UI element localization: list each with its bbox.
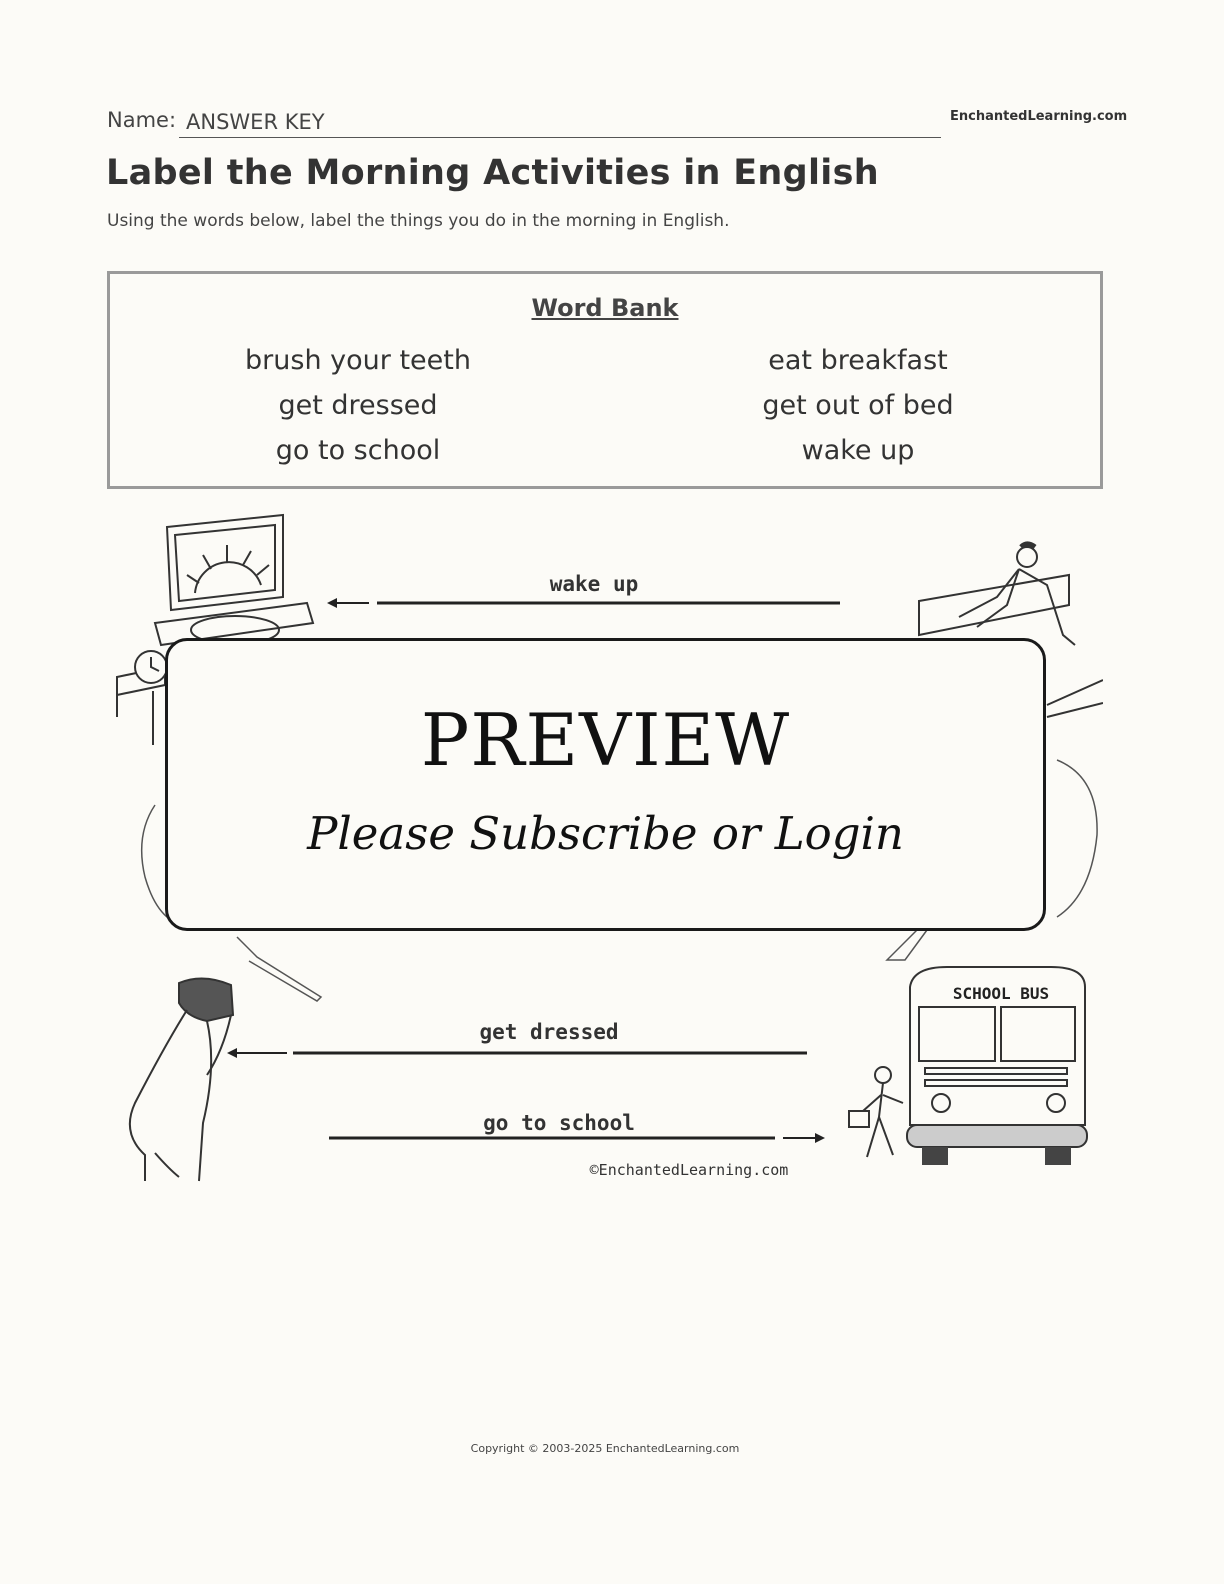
word-bank-word: get out of bed: [762, 390, 954, 421]
word-bank-word: brush your teeth: [245, 345, 471, 376]
getting-dressed-picture: [130, 978, 233, 1181]
school-bus-picture: [849, 967, 1087, 1165]
word-bank-word: wake up: [801, 435, 915, 466]
word-bank-right-column: [698, 338, 1018, 473]
preview-title: PREVIEW: [420, 698, 791, 782]
name-label: Name:: [107, 108, 177, 132]
subscribe-or-login-link[interactable]: Please Subscribe or Login: [307, 807, 904, 860]
word-bank-word: get dressed: [278, 390, 438, 421]
page-title: Label the Morning Activities in English: [106, 153, 879, 193]
preview-overlay[interactable]: [165, 638, 1046, 931]
name-value: ANSWER KEY: [186, 110, 325, 134]
word-bank-word: go to school: [275, 435, 441, 466]
word-bank-title: Word Bank: [531, 294, 679, 322]
name-underline: [179, 137, 941, 138]
word-bank: [107, 271, 1103, 489]
site-tag: EnchantedLearning.com: [950, 109, 1128, 124]
word-bank-left-column: [198, 338, 518, 473]
school-bus-label: SCHOOL BUS: [952, 984, 1050, 1003]
get-dressed-label: get dressed: [479, 1020, 619, 1044]
illustration-copyright: ©EnchantedLearning.com: [589, 1161, 789, 1179]
instructions: Using the words below, label the things you do in the morning in English.: [107, 211, 730, 231]
footer-copyright: Copyright © 2003-2025 EnchantedLearning.com: [470, 1442, 740, 1455]
word-bank-word: eat breakfast: [768, 345, 948, 376]
go-to-school-label: go to school: [483, 1111, 635, 1135]
wake-up-label: wake up: [549, 572, 639, 596]
